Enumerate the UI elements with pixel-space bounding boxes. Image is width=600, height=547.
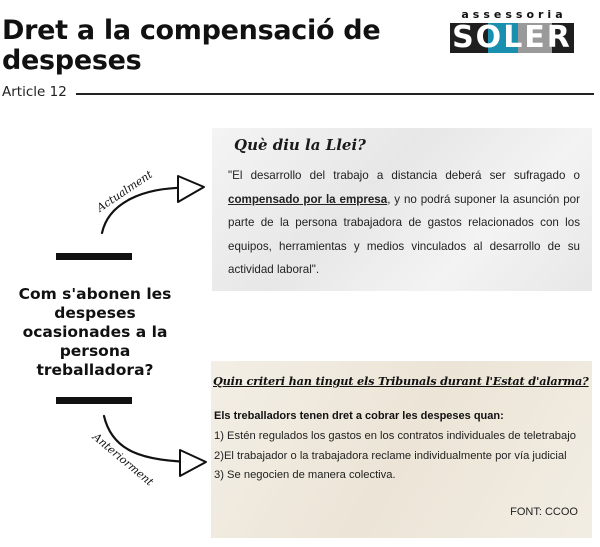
article-label: Article 12 — [2, 84, 67, 100]
arrow-top-label: Actualment — [94, 167, 155, 215]
page-title: Dret a la compensació de despeses — [2, 15, 381, 76]
arrow-down-icon — [104, 416, 206, 476]
source-label: FONT: CCOO — [510, 506, 578, 518]
bottom-bar-decoration — [56, 397, 132, 404]
question-text: Com s'abonen les despeses ocasionades a la persona treballadora? — [18, 285, 172, 379]
list-item: 3) Se negocien de manera colectiva. — [214, 469, 396, 481]
top-bar-decoration — [56, 253, 132, 260]
subtitle-row — [2, 84, 594, 102]
courts-card-list — [214, 427, 586, 486]
law-card — [212, 128, 592, 291]
logo-word: SOLER — [452, 23, 572, 53]
courts-card — [211, 361, 592, 538]
courts-card-intro: Els treballadors tenen dret a cobrar les despeses quan: — [214, 410, 504, 422]
logo-top-text: assessoria — [461, 8, 567, 21]
arrow-bottom-label: Anteriorment — [90, 430, 156, 489]
list-item: 2)El trabajador o la trabajadora reclame individualmente por vía judicial — [214, 449, 567, 462]
logo-bar — [450, 23, 574, 53]
courts-card-heading: Quin criteri han tingut els Tribunals durant l'Estat d'alarma? — [213, 374, 589, 388]
law-text-end: , y no podrá suponer la asunción por parte de la persona trabajadora de gastos relacionados con los equipos, herramientas y medios vinculados al desarrollo de su actividad laboral". — [228, 192, 580, 276]
list-item: 1) Estén regulados los gastos en los contratos individuales de teletrabajo — [214, 430, 576, 442]
divider-line — [76, 93, 594, 95]
law-text-start: "El desarrollo del trabajo a distancia deberá ser sufragado o — [228, 169, 580, 182]
law-card-heading: Què diu la Llei? — [234, 136, 366, 154]
arrow-up-icon — [102, 176, 204, 233]
brand-logo — [450, 8, 578, 54]
law-text-underlined: compensado por la empresa — [228, 192, 388, 206]
law-card-text — [228, 164, 580, 282]
